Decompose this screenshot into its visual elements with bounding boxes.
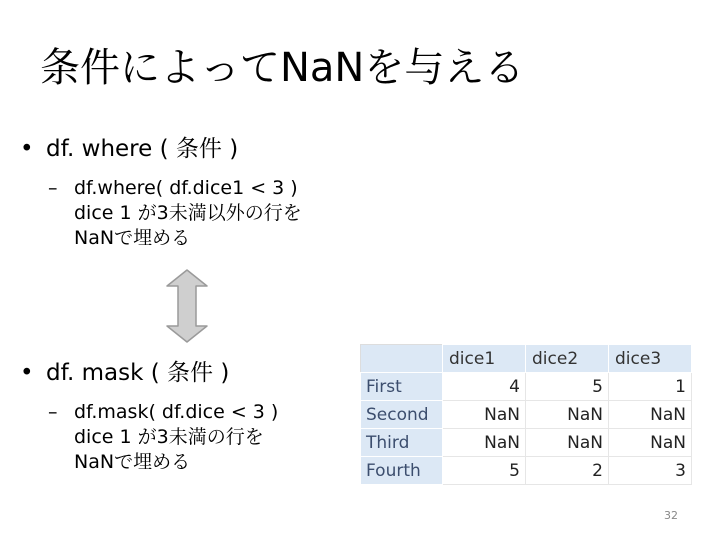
table-cell: NaN xyxy=(443,429,526,457)
sub-line: df.where( df.dice1 < 3 ) xyxy=(74,177,298,199)
table-cell: 4 xyxy=(443,373,526,401)
table-header-row xyxy=(361,345,692,373)
table-row xyxy=(361,457,692,485)
table-cell: NaN xyxy=(443,401,526,429)
sub-line: NaNで埋める xyxy=(74,227,191,249)
table-row xyxy=(361,401,692,429)
bullet-text: df. where ( 条件 ) xyxy=(46,136,239,162)
sub-line: df.mask( df.dice < 3 ) xyxy=(74,401,279,423)
table-row xyxy=(361,373,692,401)
table-cell: 5 xyxy=(526,373,609,401)
sub-bullet-marker: – xyxy=(48,177,58,199)
double-arrow-icon xyxy=(163,268,211,344)
column-header: dice2 xyxy=(526,345,609,373)
table-cell: NaN xyxy=(526,429,609,457)
sub-line: dice 1 が3未満以外の行を xyxy=(74,202,302,224)
table-cell: NaN xyxy=(609,401,692,429)
column-header: dice3 xyxy=(609,345,692,373)
dataframe-table xyxy=(360,344,692,485)
table-corner xyxy=(361,345,443,373)
table-row xyxy=(361,429,692,457)
column-header: dice1 xyxy=(443,345,526,373)
row-label: First xyxy=(361,373,443,401)
bullet-text: df. mask ( 条件 ) xyxy=(46,360,230,386)
table-cell: NaN xyxy=(609,429,692,457)
table-cell: 3 xyxy=(609,457,692,485)
table-cell: NaN xyxy=(526,401,609,429)
sub-bullet-marker: – xyxy=(48,401,58,423)
bullet-marker: • xyxy=(20,360,34,386)
table-cell: 5 xyxy=(443,457,526,485)
sub-line: dice 1 が3未満の行を xyxy=(74,426,264,448)
table-cell: 2 xyxy=(526,457,609,485)
row-label: Fourth xyxy=(361,457,443,485)
slide-title: 条件によってNaNを与える xyxy=(40,45,525,91)
bullet-marker: • xyxy=(20,136,34,162)
row-label: Third xyxy=(361,429,443,457)
table-cell: 1 xyxy=(609,373,692,401)
page-number: 32 xyxy=(664,509,678,522)
sub-line: NaNで埋める xyxy=(74,451,191,473)
row-label: Second xyxy=(361,401,443,429)
